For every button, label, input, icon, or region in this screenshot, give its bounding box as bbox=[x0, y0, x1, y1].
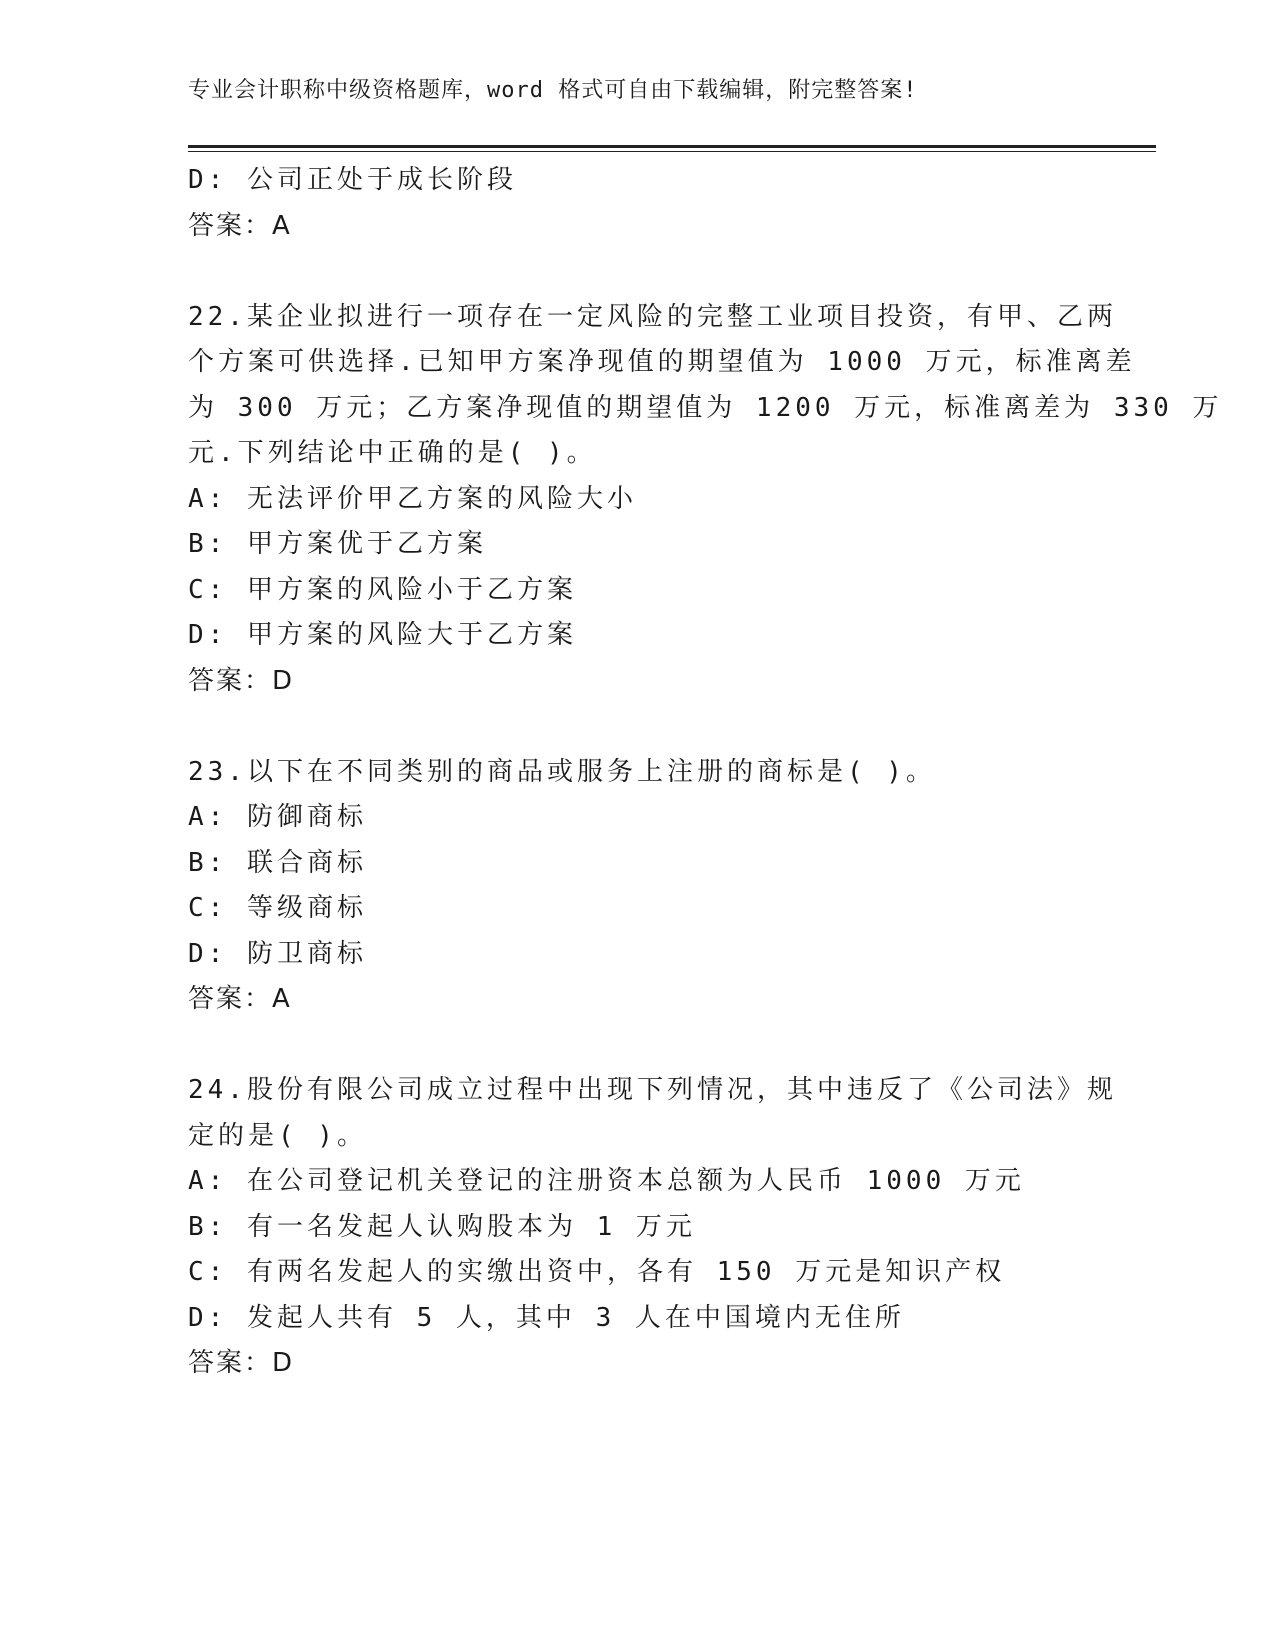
option-b: B: 甲方案优于乙方案 bbox=[188, 529, 487, 559]
question-22 bbox=[188, 295, 1223, 705]
option-b: B: 联合商标 bbox=[188, 847, 367, 878]
option-c: C: 甲方案的风险小于乙方案 bbox=[188, 574, 577, 605]
question-23 bbox=[188, 750, 1088, 1023]
answer: 答案：D bbox=[188, 1348, 295, 1378]
option-b: B: 有一名发起人认购股本为 1 万元 bbox=[188, 1211, 696, 1242]
page-header: 专业会计职称中级资格题库，word 格式可自由下载编辑，附完整答案! bbox=[188, 78, 918, 103]
question-stem-line: 22.某企业拟进行一项存在一定风险的完整工业项目投资，有甲、乙两 bbox=[188, 301, 1117, 332]
carryover-answer: 答案：A bbox=[188, 210, 292, 241]
question-stem-line: 个方案可供选择.已知甲方案净现值的期望值为 1000 万元，标准离差 bbox=[188, 347, 1136, 377]
option-a: A: 防御商标 bbox=[188, 802, 367, 832]
question-stem-line: 定的是( )。 bbox=[188, 1120, 367, 1151]
option-a: A: 在公司登记机关登记的注册资本总额为人民币 1000 万元 bbox=[188, 1166, 1025, 1196]
header-rule-thick bbox=[188, 145, 1156, 148]
option-a: A: 无法评价甲乙方案的风险大小 bbox=[188, 483, 637, 514]
option-d: D: 发起人共有 5 人，其中 3 人在中国境内无住所 bbox=[188, 1302, 905, 1333]
option-d: D: 防卫商标 bbox=[188, 938, 367, 969]
answer: 答案：D bbox=[188, 665, 295, 696]
question-stem-line: 23.以下在不同类别的商品或服务上注册的商标是( )。 bbox=[188, 756, 936, 787]
question-stem-line: 元.下列结论中正确的是( )。 bbox=[188, 438, 597, 468]
option-c: C: 有两名发起人的实缴出资中，各有 150 万元是知识产权 bbox=[188, 1257, 1006, 1287]
question-stem-line: 24.股份有限公司成立过程中出现下列情况，其中违反了《公司法》规 bbox=[188, 1075, 1117, 1105]
question-stem-line: 为 300 万元；乙方案净现值的期望值为 1200 万元，标准离差为 330 万 bbox=[188, 392, 1223, 423]
answer: 答案：A bbox=[188, 984, 292, 1014]
option-c: C: 等级商标 bbox=[188, 893, 367, 923]
document-body bbox=[188, 158, 1223, 1387]
option-d: D: 甲方案的风险大于乙方案 bbox=[188, 620, 577, 650]
header-rule-thin bbox=[188, 151, 1156, 152]
question-24 bbox=[188, 1068, 1117, 1387]
carryover-option-d: D: 公司正处于成长阶段 bbox=[188, 165, 517, 195]
